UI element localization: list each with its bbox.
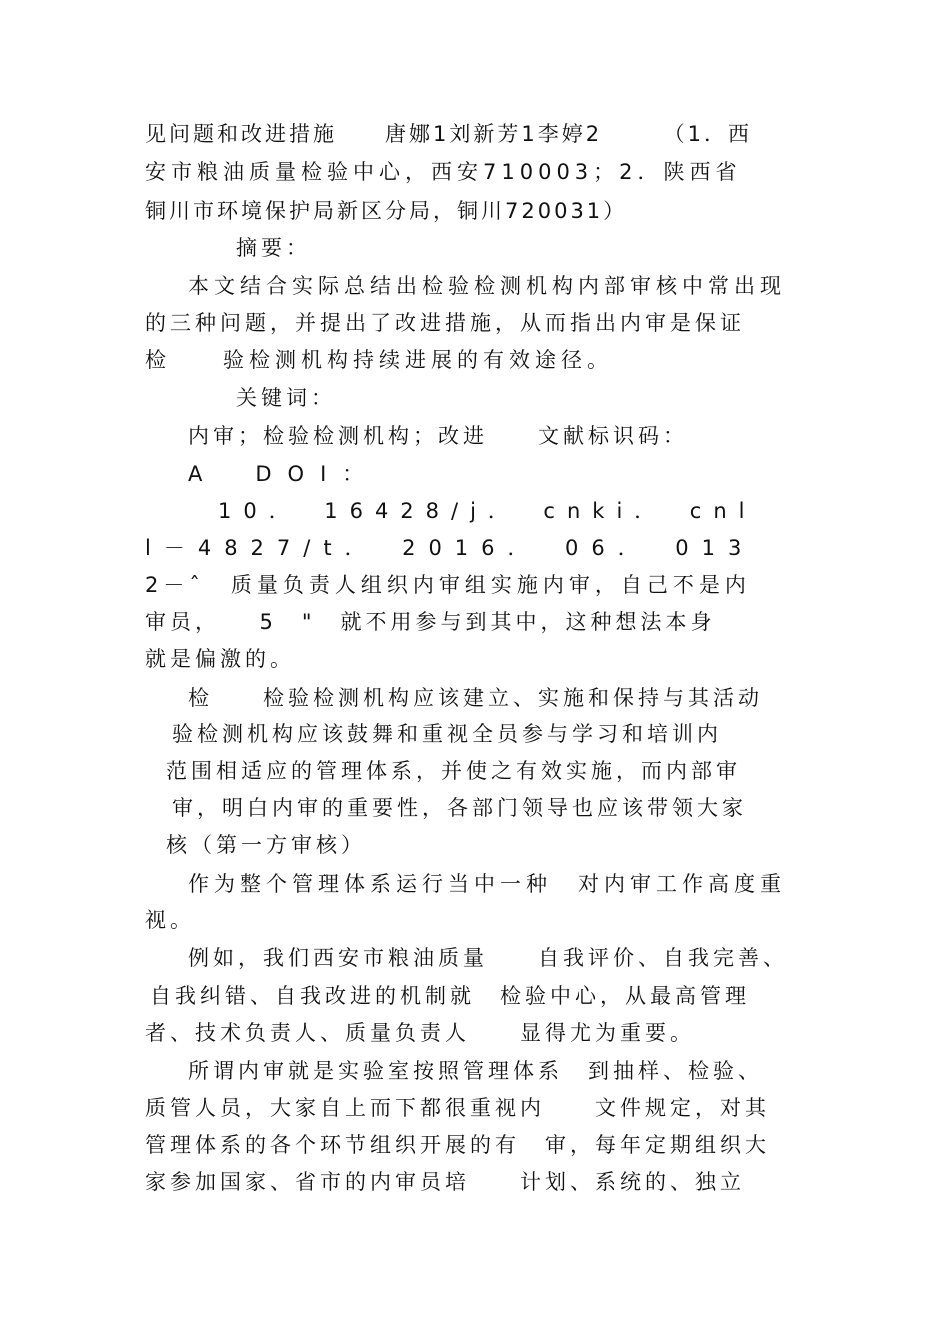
text-line: 视。 <box>145 908 195 932</box>
text-line: 10． 16428/j． cnki． cnl <box>218 499 757 523</box>
text-line: 内审；检验检测机构；改进 文献标识码： <box>188 424 688 448</box>
keywords-heading: 关键词： <box>236 386 336 410</box>
text-line: 自我纠错、自我改进的机制就 检验中心，从最高管理 <box>150 984 750 1008</box>
text-line: 所谓内审就是实验室按照管理体系 到抽样、检验、 <box>188 1059 763 1083</box>
text-line: 者、技术负责人、质量负责人 显得尤为重要。 <box>145 1021 695 1045</box>
text-line: 审员， 5 " 就不用参与到其中，这种想法本身 <box>145 610 716 634</box>
text-line: 铜川市环境保护局新区分局，铜川720031） <box>145 199 628 223</box>
text-line: 审，明白内审的重要性，各部门领导也应该带领大家 <box>172 796 747 820</box>
text-line: 作为整个管理体系运行当中一种 对内审工作高度重 <box>188 872 786 896</box>
text-line: 2－ˆ 质量负责人组织内审组实施内审，自己不是内 <box>145 573 751 597</box>
text-line: 安市粮油质量检验中心，西安710003；2．陕西省 <box>145 160 742 184</box>
text-line: l－4827/t． 2016． 06． 013 <box>145 536 755 560</box>
abstract-heading: 摘要： <box>236 236 311 260</box>
text-line: 验检测机构应该鼓舞和重视全员参与学习和培训内 <box>172 722 722 746</box>
text-line: 本文结合实际总结出检验检测机构内部审核中常出现 <box>188 274 786 298</box>
text-line: 例如，我们西安市粮油质量 自我评价、自我完善、 <box>188 946 788 970</box>
text-line: 核（第一方审核） <box>166 833 366 857</box>
text-line: 检 验检测机构持续进展的有效途径。 <box>145 348 613 372</box>
text-line: 见问题和改进措施 唐娜1刘新芳1李婷2 （1．西 <box>145 122 752 146</box>
text-line: 检 检验检测机构应该建立、实施和保持与其活动 <box>188 686 763 710</box>
text-line: 管理体系的各个环节组织开展的有 审，每年定期组织大 <box>145 1133 770 1157</box>
text-line: 范围相适应的管理体系，并使之有效实施，而内部审 <box>166 759 741 783</box>
text-line: 的三种问题，并提出了改进措施，从而指出内审是保证 <box>145 311 745 335</box>
text-line: 家参加国家、省市的内审员培 计划、系统的、独立 <box>145 1170 745 1194</box>
text-line: 质管人员，大家自上而下都很重视内 文件规定，对其 <box>145 1096 770 1120</box>
text-line: 就是偏激的。 <box>145 647 295 671</box>
text-line: A DOI： <box>188 462 380 486</box>
